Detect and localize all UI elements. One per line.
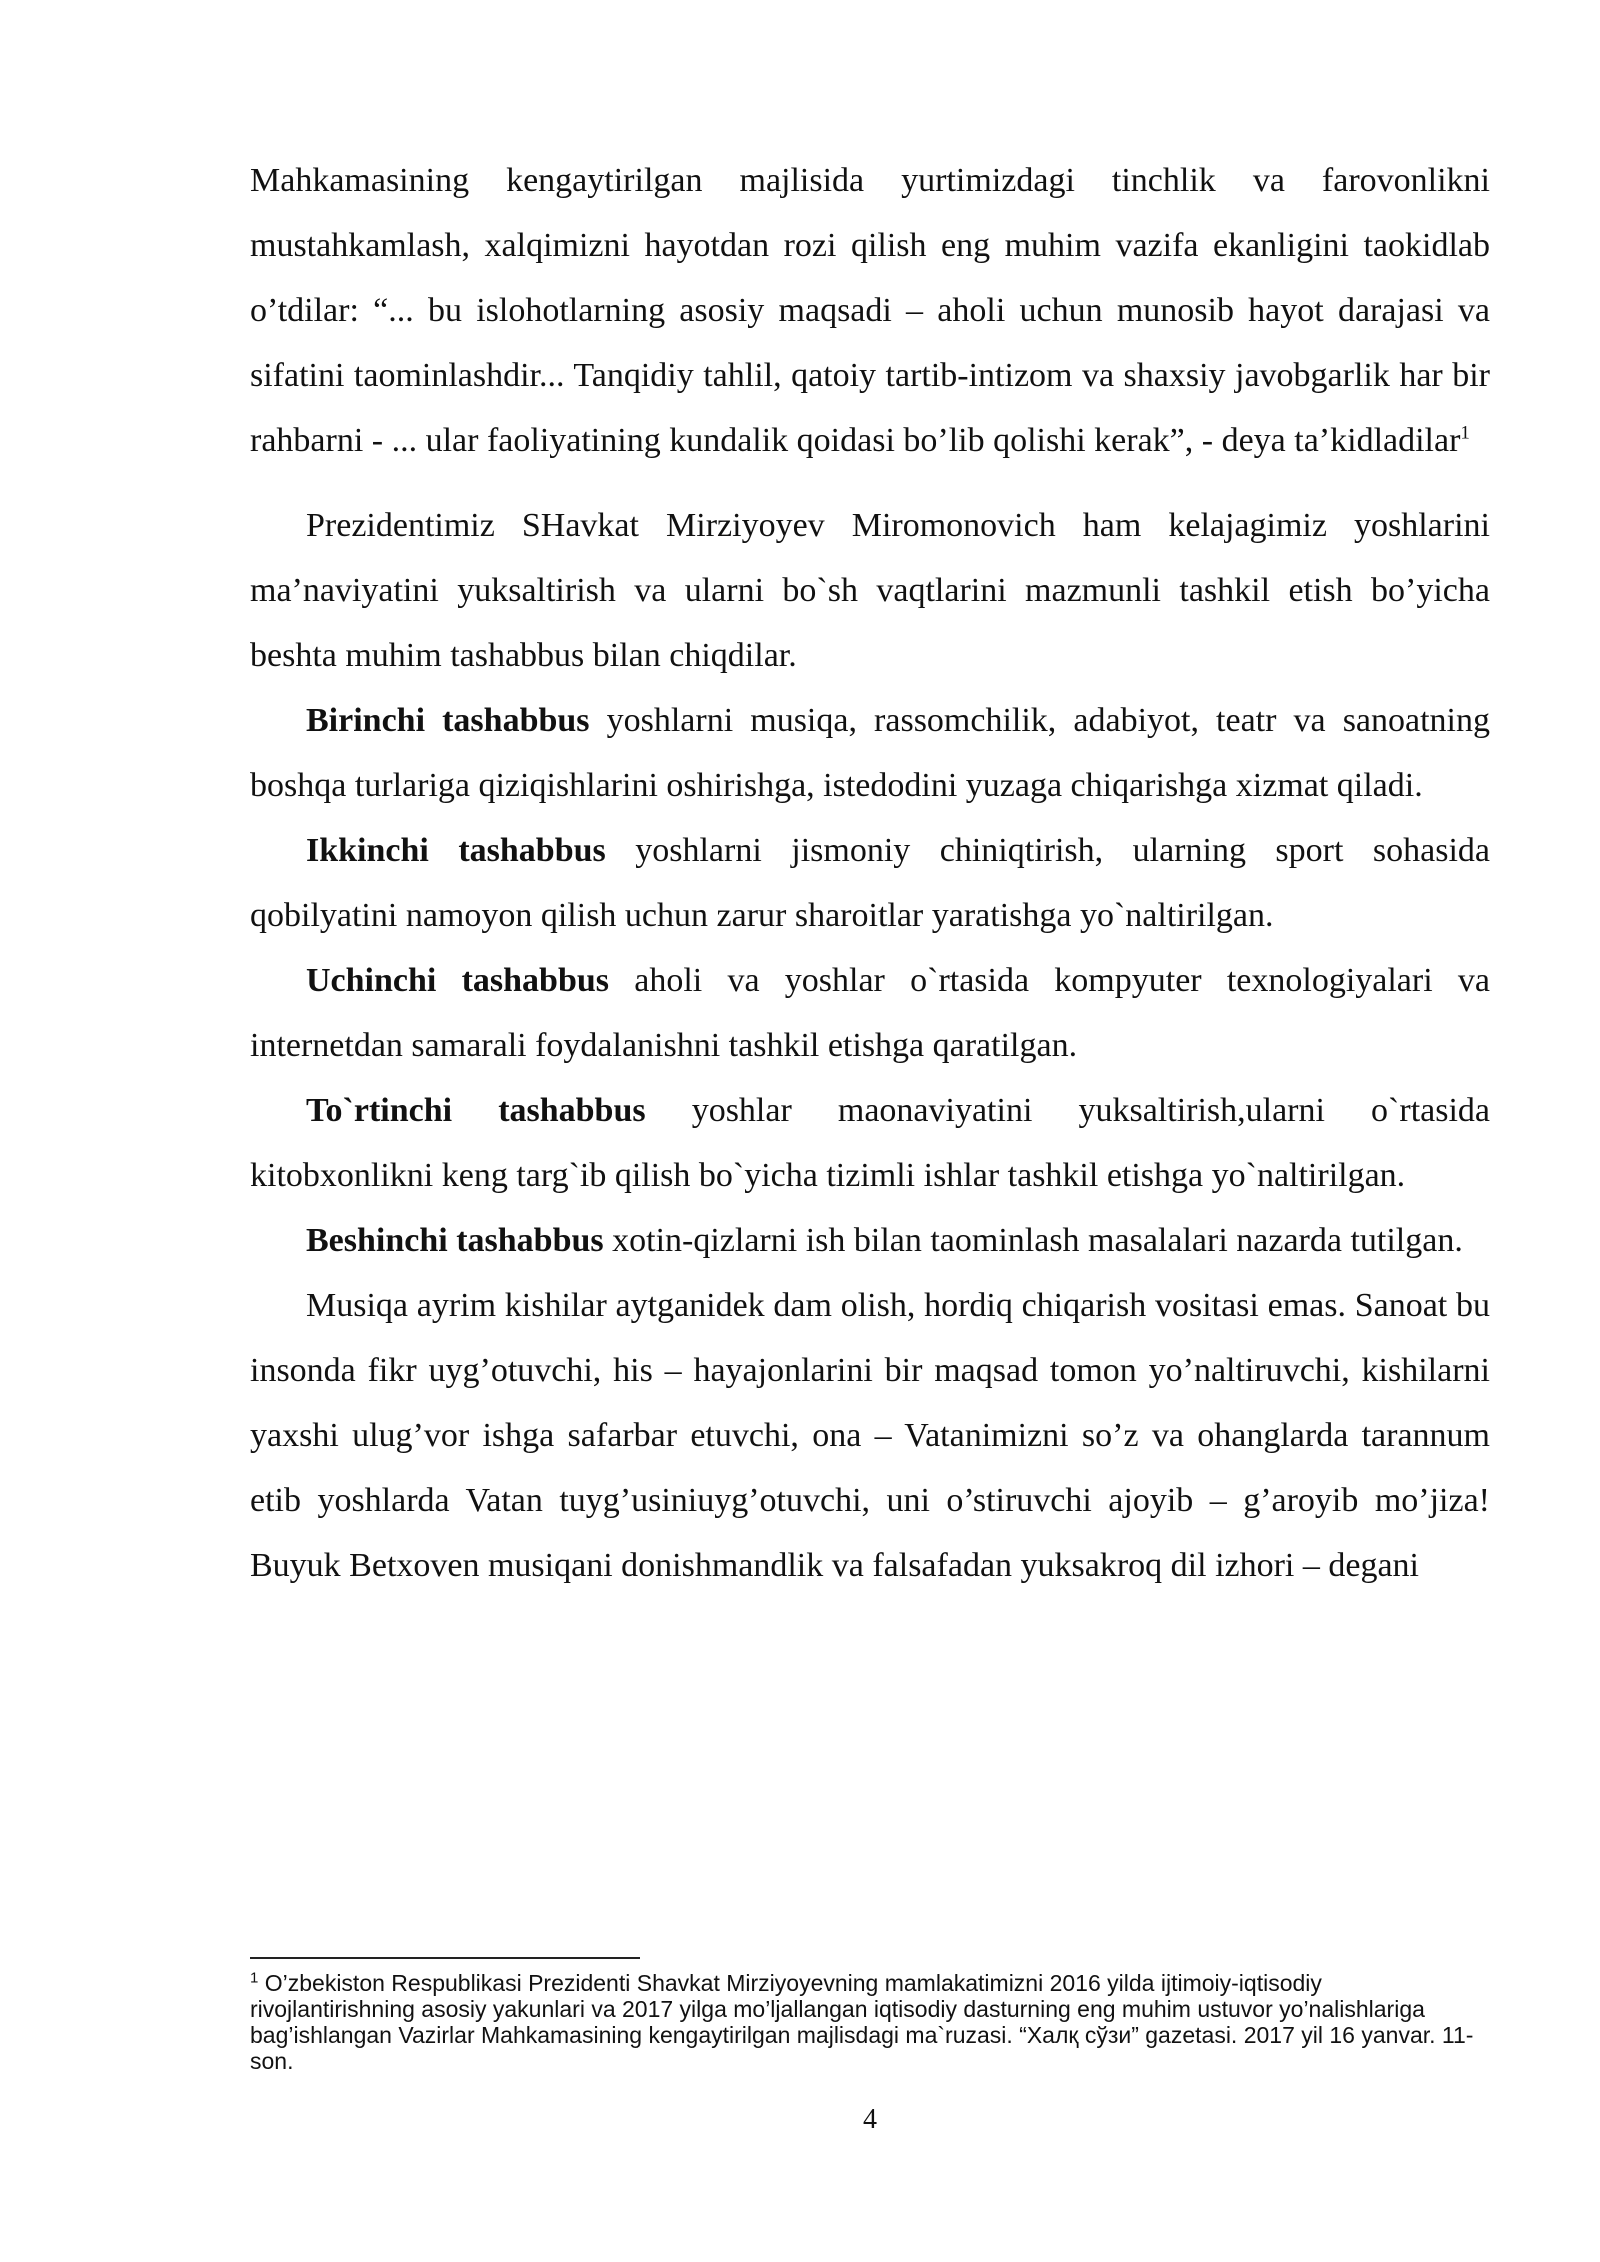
paragraph-initiative-5 [250, 1208, 1490, 1273]
page-number: 4 [863, 2104, 877, 2135]
body-text [250, 148, 1490, 1598]
footnote-reference: 1 [1460, 422, 1470, 444]
paragraph-music [250, 1273, 1490, 1598]
paragraph-text: yoshlar maonaviyatini yuksaltirish,ularni o`rtasida kitobxonlikni keng targ`ib qilish bo`yicha tizimli ishlar tashkil etishga yo`naltirilgan. [250, 1092, 1490, 1194]
paragraph-initiative-4 [250, 1078, 1490, 1208]
initiative-heading: Uchinchi tashabbus [306, 962, 610, 999]
paragraph-initiative-1 [250, 688, 1490, 818]
paragraph-text: yoshlarni musiqa, rassomchilik, adabiyot, teatr va sanoatning boshqa turlariga qiziqishlarini oshirishga, istedodini yuzaga chiqarishga xizmat qiladi. [250, 702, 1490, 804]
paragraph-text: xotin-qizlarni ish bilan taominlash masalalari nazarda tutilgan. [612, 1222, 1463, 1259]
initiative-heading: Birinchi tashabbus [306, 702, 590, 739]
footnote-separator [250, 1957, 640, 1959]
footnote-text: O’zbekiston Respublikasi Prezidenti Shavkat Mirziyoyevning mamlakatimizni 2016 yilda ijtimoiy-iqtisodiy rivojlantirishning asosiy yakunlari va 2017 yilga mo’ljallangan iqtisodiy dasturning eng muhim ustuvor yo’nalishlariga bag’ishlangan Vazirlar Mahkamasining kengaytirilgan majlisdagi ma`ruzasi. “Халқ сўзи” gazetasi. 2017 yil 16 yanvar. 11-son. [250, 1970, 1474, 2074]
paragraph-text: Prezidentimiz SHavkat Mirziyoyev Miromonovich ham kelajagimiz yoshlarini ma’naviyatini yuksaltirish va ularni bo`sh vaqtlarini mazmunli tashkil etish bo’yicha beshta muhim tashabbus bilan chiqdilar. [250, 507, 1490, 674]
paragraph-initiative-2 [250, 818, 1490, 948]
initiative-heading: To`rtinchi tashabbus [306, 1092, 646, 1129]
initiative-heading: Ikkinchi tashabbus [306, 832, 606, 869]
paragraph-text: aholi va yoshlar o`rtasida kompyuter texnologiyalari va internetdan samarali foydalanishni tashkil etishga qaratilgan. [250, 962, 1490, 1064]
footnote-marker: 1 [250, 1969, 259, 1987]
paragraph-initiative-3 [250, 948, 1490, 1078]
paragraph-continuation [250, 148, 1490, 473]
initiative-heading: Beshinchi tashabbus [306, 1222, 604, 1259]
paragraph-text: yoshlarni jismoniy chiniqtirish, ularning sport sohasida qobilyatini namoyon qilish uchun zarur sharoitlar yaratishga yo`naltirilgan. [250, 832, 1490, 934]
paragraph-text: Mahkamasining kengaytirilgan majlisida yurtimizdagi tinchlik va farovonlikni mustahkamlash, xalqimizni hayotdan rozi qilish eng muhim vazifa ekanligini taokidlab o’tdilar: “... bu islohotlarning asosiy maqsadi – aholi uchun munosib hayot darajasi va sifatini taominlashdir... Tanqidiy tahlil, qatoiy tartib-intizom va shaxsiy javobgarlik har bir rahbarni - ... ular faoliyatining kundalik qoidasi bo’lib qolishi kerak”, - deya ta’kidladilar [250, 162, 1490, 459]
footnote [250, 1970, 1490, 2074]
paragraph-initiatives-intro [250, 493, 1490, 688]
paragraph-text: Musiqa ayrim kishilar aytganidek dam olish, hordiq chiqarish vositasi emas. Sanoat bu insonda fikr uyg’otuvchi, his – hayajonlarini bir maqsad tomon yo’naltiruvchi, kishilarni yaxshi ulug’vor ishga safarbar etuvchi, ona – Vatanimizni so’z va ohanglarda tarannum etib yoshlarda Vatan tuyg’usiniuyg’otuvchi, uni o’stiruvchi ajoyib – g’aroyib mo’jiza! Buyuk Betxoven musiqani donishmandlik va falsafadan yuksakroq dil izhori – degani [250, 1287, 1490, 1584]
